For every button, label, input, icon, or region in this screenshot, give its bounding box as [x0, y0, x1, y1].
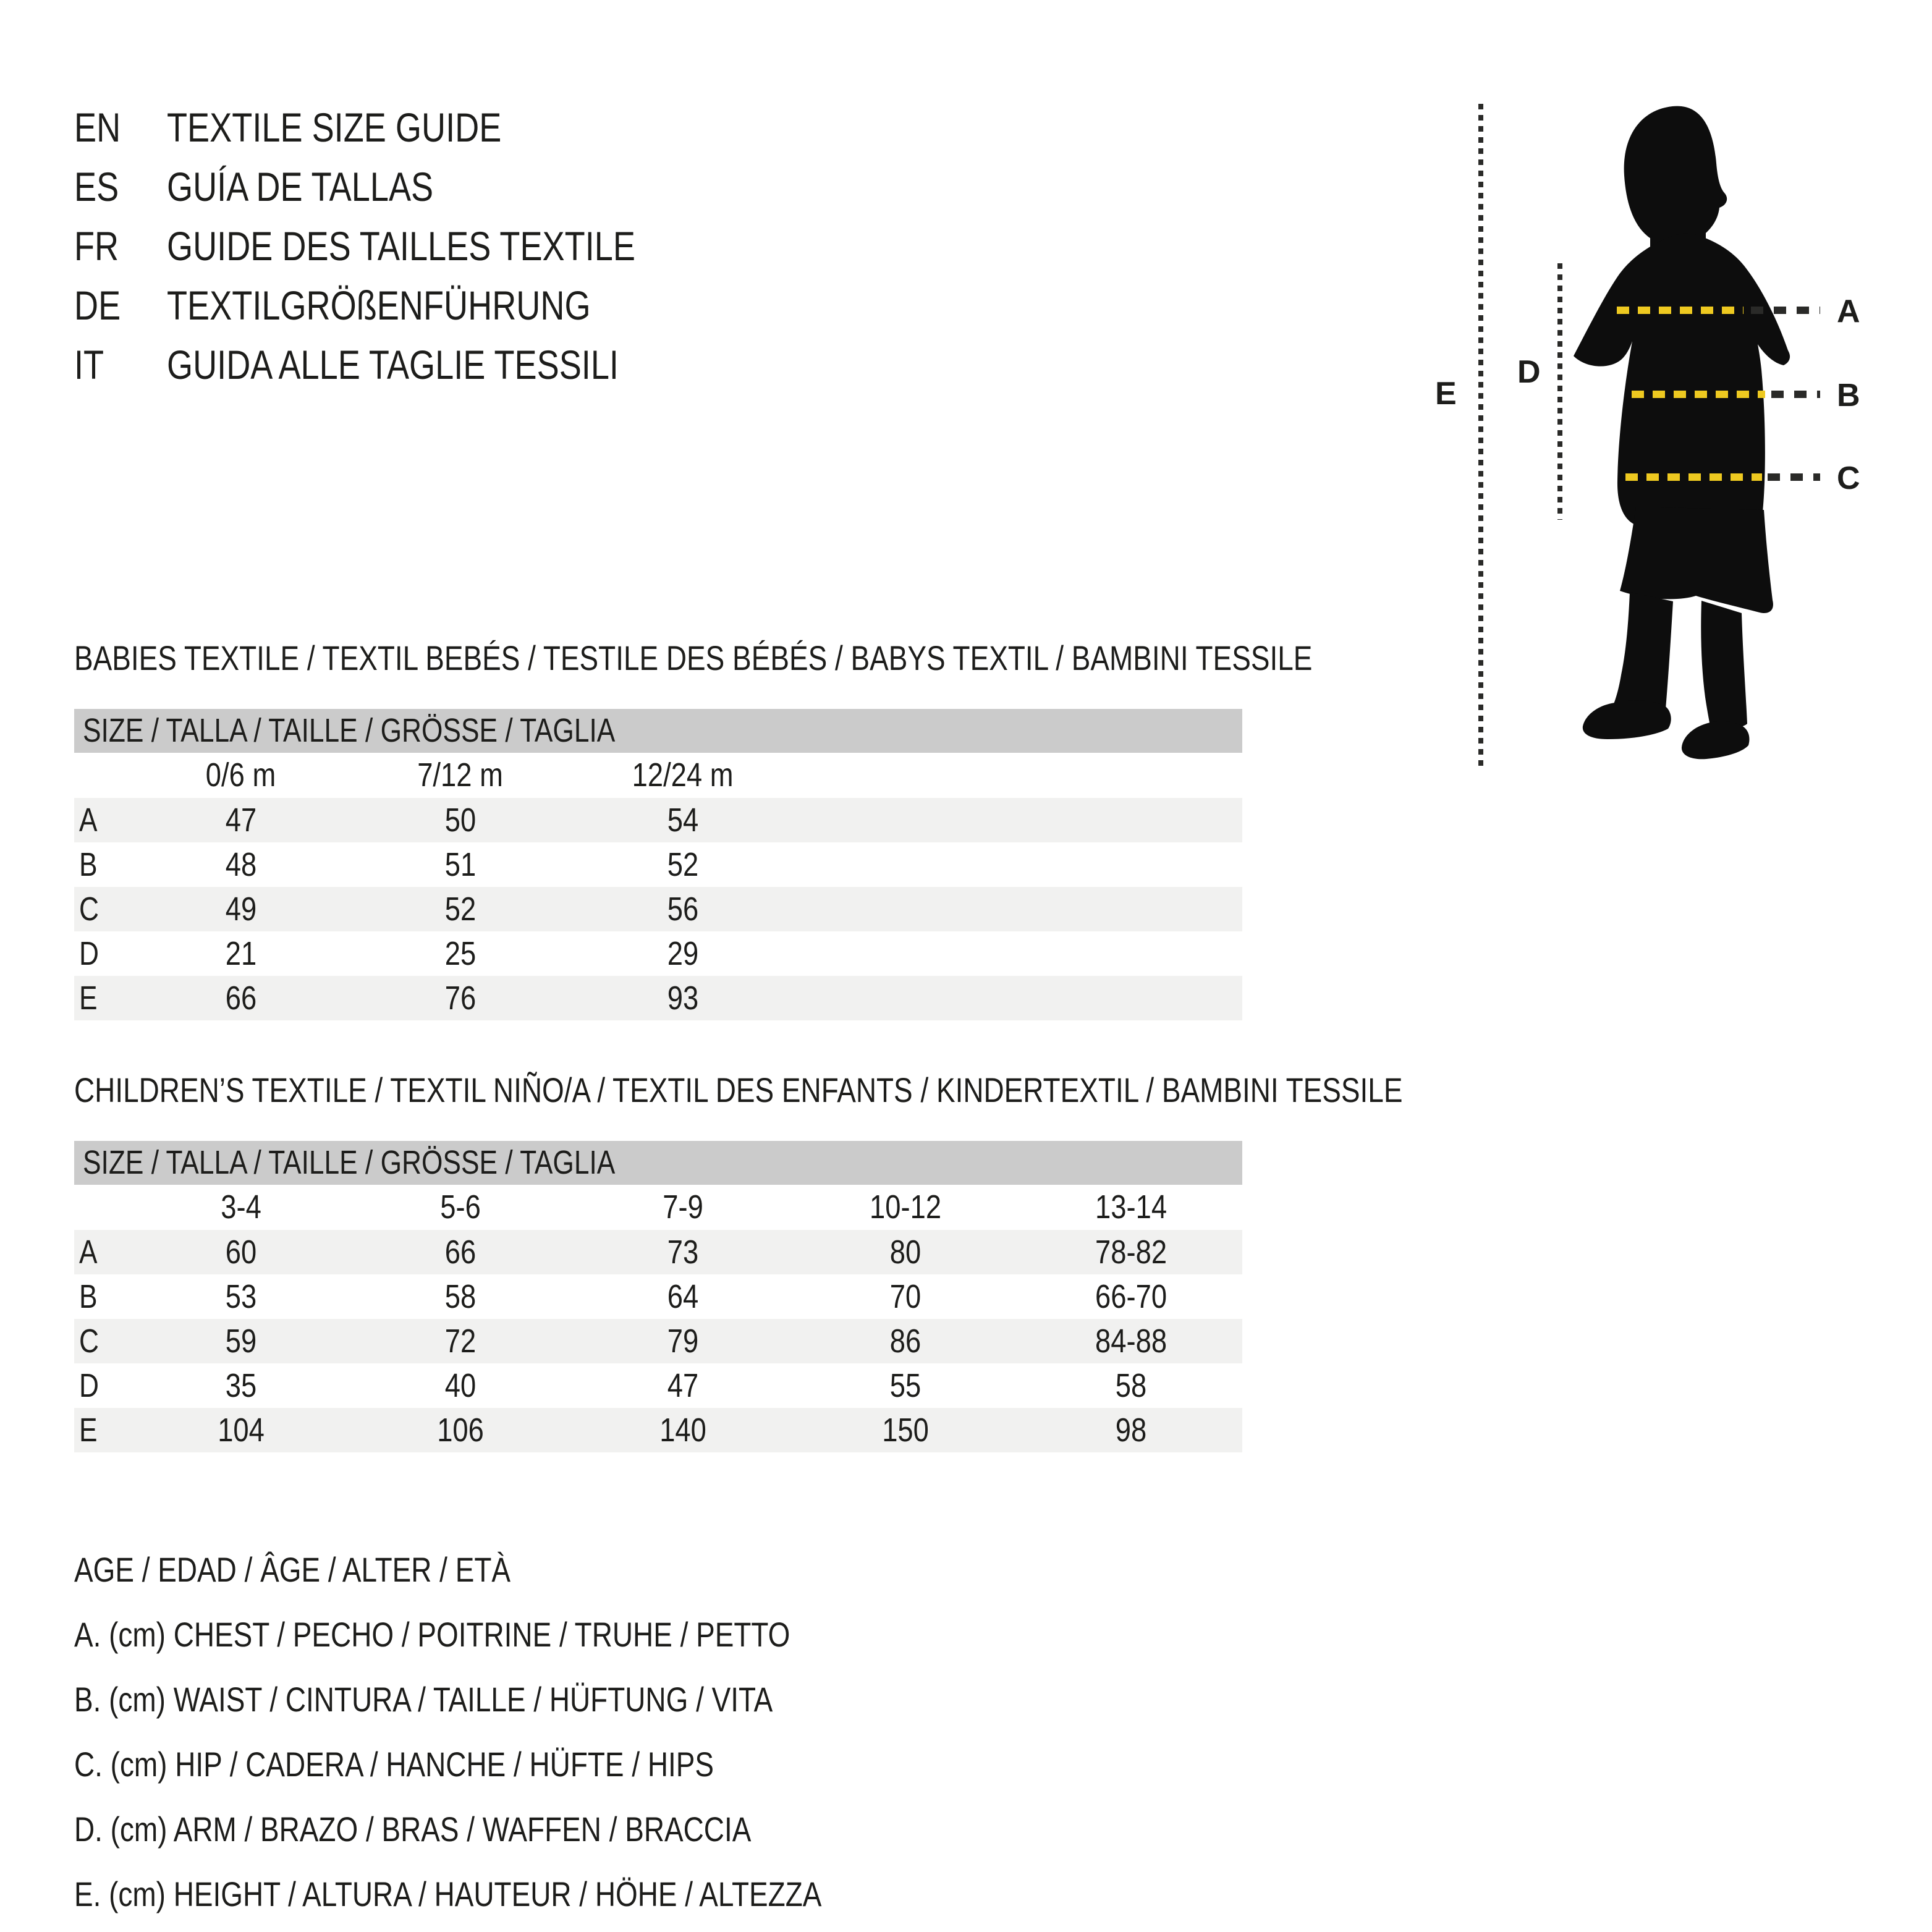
value-cell: 76 [444, 980, 477, 1017]
value-cell: 35 [225, 1367, 257, 1404]
table-row [74, 1319, 1242, 1363]
column-header: 3-4 [221, 1188, 261, 1226]
value-cell: 51 [444, 846, 477, 883]
legend-line-hip: C. (cm) HIP / CADERA / HANCHE / HÜFTE / HIPS [74, 1745, 714, 1784]
value-cell: 84-88 [1095, 1323, 1167, 1360]
value-cell: 66 [444, 1234, 477, 1271]
value-cell: 52 [444, 891, 477, 928]
value-cell: 60 [225, 1234, 257, 1271]
row-label: D [79, 1367, 99, 1404]
column-header: 7/12 m [417, 756, 504, 794]
value-cell: 150 [882, 1412, 929, 1449]
lang-code: EN [74, 104, 121, 150]
height-measure-label: E [1435, 376, 1457, 412]
value-cell: 86 [889, 1323, 922, 1360]
row-label: B [79, 846, 98, 883]
table-row [74, 887, 1242, 931]
value-cell: 98 [1115, 1412, 1147, 1449]
lang-code: DE [74, 282, 121, 328]
value-cell: 40 [444, 1367, 477, 1404]
row-label: E [79, 1412, 98, 1449]
legend-line-waist: B. (cm) WAIST / CINTURA / TAILLE / HÜFTUNG / VITA [74, 1680, 773, 1719]
value-cell: 104 [218, 1412, 265, 1449]
empty-cell [74, 1185, 148, 1230]
value-cell: 93 [667, 980, 699, 1017]
value-cell: 58 [1115, 1367, 1147, 1404]
value-cell: 55 [889, 1367, 922, 1404]
hip-measure-yellow-dash [1625, 473, 1762, 481]
legend-line-height: E. (cm) HEIGHT / ALTURA / HAUTEUR / HÖHE / ALTEZZA [74, 1875, 822, 1913]
column-header: 10-12 [869, 1188, 942, 1226]
guide-title: GUIDA ALLE TAGLIE TESSILI [167, 342, 619, 388]
table-row [74, 798, 1242, 842]
measurement-legend [74, 1537, 986, 1926]
row-label: A [79, 802, 98, 839]
child-silhouette-icon [1557, 80, 1866, 810]
empty-cell [74, 753, 148, 798]
table-row [74, 842, 1242, 887]
column-header: 7-9 [663, 1188, 703, 1226]
value-cell: 140 [659, 1412, 706, 1449]
guide-title: GUIDE DES TAILLES TEXTILE [167, 223, 635, 269]
value-cell: 29 [667, 935, 699, 972]
value-cell: 25 [444, 935, 477, 972]
lang-code: IT [74, 342, 104, 388]
chest-measure-label: A [1837, 294, 1860, 329]
hip-measure-label: C [1837, 460, 1860, 496]
value-cell: 47 [225, 802, 257, 839]
babies-size-table [74, 709, 1242, 1020]
value-cell: 66 [225, 980, 257, 1017]
chest-measure-yellow-dash [1617, 307, 1743, 314]
lang-code: ES [74, 164, 119, 210]
legend-line-chest: A. (cm) CHEST / PECHO / POITRINE / TRUHE / PETTO [74, 1615, 790, 1654]
waist-measure-label: B [1837, 378, 1860, 413]
table-row [74, 1274, 1242, 1319]
column-header: 13-14 [1095, 1188, 1167, 1226]
column-header: 0/6 m [206, 756, 276, 794]
value-cell: 59 [225, 1323, 257, 1360]
value-cell: 78-82 [1095, 1234, 1167, 1271]
size-header-bar: SIZE / TALLA / TAILLE / GRÖSSE / TAGLIA [74, 709, 1242, 753]
row-label: E [79, 980, 98, 1017]
value-cell: 79 [667, 1323, 699, 1360]
value-cell: 72 [444, 1323, 477, 1360]
children-size-table [74, 1141, 1242, 1452]
value-cell: 73 [667, 1234, 699, 1271]
arm-measure-dotted-line [1557, 263, 1562, 520]
value-cell: 53 [225, 1278, 257, 1315]
row-label: A [79, 1234, 98, 1271]
children-table-title: CHILDREN’S TEXTILE / TEXTIL NIÑO/A / TEXTIL DES ENFANTS / KINDERTEXTIL / BAMBINI TESSILE [74, 1070, 1403, 1109]
guide-title: GUÍA DE TALLAS [167, 164, 434, 210]
row-label: B [79, 1278, 98, 1315]
waist-measure-dark-dash [1771, 391, 1820, 398]
hip-measure-dark-dash [1768, 473, 1820, 481]
value-cell: 52 [667, 846, 699, 883]
babies-column-header-row [74, 753, 1242, 798]
value-cell: 80 [889, 1234, 922, 1271]
waist-measure-yellow-dash [1632, 391, 1765, 398]
column-header: 12/24 m [632, 756, 734, 794]
table-row [74, 1408, 1242, 1452]
babies-table-title: BABIES TEXTILE / TEXTIL BEBÉS / TESTILE DES BÉBÉS / BABYS TEXTIL / BAMBINI TESSILE [74, 638, 1313, 677]
table-row [74, 1230, 1242, 1274]
row-label: D [79, 935, 99, 972]
row-label: C [79, 891, 99, 928]
value-cell: 47 [667, 1367, 699, 1404]
lang-code: FR [74, 223, 119, 269]
value-cell: 54 [667, 802, 699, 839]
value-cell: 21 [225, 935, 257, 972]
legend-line-age: AGE / EDAD / ÂGE / ALTER / ETÀ [74, 1550, 511, 1589]
value-cell: 50 [444, 802, 477, 839]
table-row [74, 1363, 1242, 1408]
children-column-header-row [74, 1185, 1242, 1230]
value-cell: 48 [225, 846, 257, 883]
value-cell: 70 [889, 1278, 922, 1315]
size-header-bar: SIZE / TALLA / TAILLE / GRÖSSE / TAGLIA [74, 1141, 1242, 1185]
chest-measure-dark-dash [1751, 307, 1820, 314]
legend-line-arm: D. (cm) ARM / BRAZO / BRAS / WAFFEN / BRACCIA [74, 1810, 752, 1849]
value-cell: 64 [667, 1278, 699, 1315]
guide-title: TEXTILE SIZE GUIDE [167, 104, 502, 150]
table-row [74, 931, 1242, 976]
value-cell: 58 [444, 1278, 477, 1315]
value-cell: 66-70 [1095, 1278, 1167, 1315]
value-cell: 49 [225, 891, 257, 928]
value-cell: 56 [667, 891, 699, 928]
row-label: C [79, 1323, 99, 1360]
arm-measure-label: D [1517, 354, 1541, 390]
column-header: 5-6 [440, 1188, 481, 1226]
table-row [74, 976, 1242, 1020]
guide-title: TEXTILGRÖßENFÜHRUNG [167, 282, 591, 328]
value-cell: 106 [437, 1412, 484, 1449]
